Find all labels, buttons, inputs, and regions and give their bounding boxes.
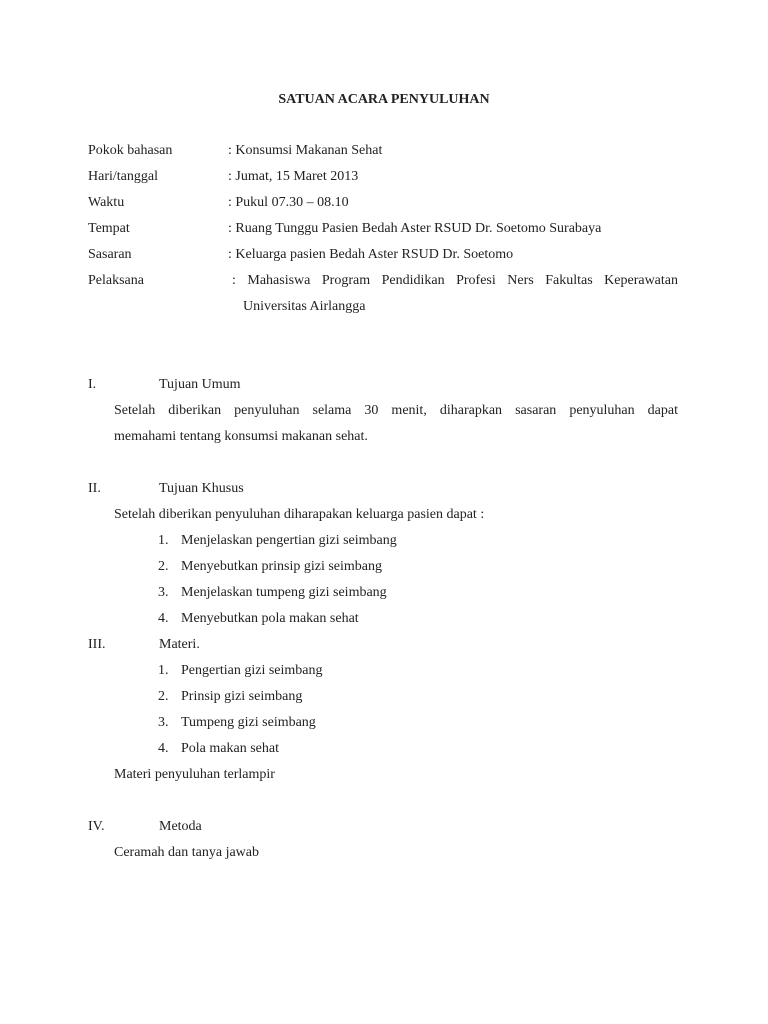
section-note: Materi penyuluhan terlampir — [114, 767, 275, 782]
info-value-continued: Universitas Airlangga — [243, 299, 366, 314]
list-number: 1. — [158, 533, 169, 548]
list-number: 1. — [158, 663, 169, 678]
info-value: : Konsumsi Makanan Sehat — [228, 143, 383, 158]
info-value: : Ruang Tunggu Pasien Bedah Aster RSUD Dr. Soetomo Surabaya — [228, 221, 602, 236]
section-intro: Setelah diberikan penyuluhan diharapakan keluarga pasien dapat : — [114, 507, 485, 522]
list-item: Pengertian gizi seimbang — [181, 663, 323, 678]
section-title: Metoda — [159, 819, 202, 834]
info-value: : Mahasiswa Program Pendidikan Profesi Ners Fakultas Keperawatan — [232, 273, 678, 288]
section-number: III. — [88, 637, 106, 652]
list-number: 2. — [158, 689, 169, 704]
info-value: : Pukul 07.30 – 08.10 — [228, 195, 349, 210]
info-value: : Jumat, 15 Maret 2013 — [228, 169, 359, 184]
list-number: 3. — [158, 715, 169, 730]
list-number: 2. — [158, 559, 169, 574]
list-number: 4. — [158, 741, 169, 756]
info-label: Waktu — [88, 195, 125, 210]
list-item: Prinsip gizi seimbang — [181, 689, 303, 704]
section-paragraph: Setelah diberikan penyuluhan selama 30 menit, diharapkan sasaran penyuluhan dapat — [114, 403, 678, 418]
list-item: Menjelaskan pengertian gizi seimbang — [181, 533, 397, 548]
section-paragraph: memahami tentang konsumsi makanan sehat. — [114, 429, 368, 444]
info-label: Pokok bahasan — [88, 143, 173, 158]
section-number: I. — [88, 377, 97, 392]
list-item: Pola makan sehat — [181, 741, 279, 756]
list-item: Menyebutkan prinsip gizi seimbang — [181, 559, 383, 574]
section-body: Ceramah dan tanya jawab — [114, 845, 259, 860]
info-value: : Keluarga pasien Bedah Aster RSUD Dr. Soetomo — [228, 247, 514, 262]
list-item: Tumpeng gizi seimbang — [181, 715, 316, 730]
section-number: IV. — [88, 819, 105, 834]
info-label: Hari/tanggal — [88, 169, 158, 184]
section-title: Tujuan Umum — [159, 377, 241, 392]
info-label: Sasaran — [88, 247, 132, 262]
info-label: Tempat — [88, 221, 130, 236]
section-title: Materi. — [159, 637, 200, 652]
list-item: Menyebutkan pola makan sehat — [181, 611, 359, 626]
list-number: 3. — [158, 585, 169, 600]
info-label: Pelaksana — [88, 273, 144, 288]
list-item: Menjelaskan tumpeng gizi seimbang — [181, 585, 387, 600]
section-number: II. — [88, 481, 101, 496]
section-title: Tujuan Khusus — [159, 481, 244, 496]
list-number: 4. — [158, 611, 169, 626]
document-title: SATUAN ACARA PENYULUHAN — [278, 92, 490, 107]
